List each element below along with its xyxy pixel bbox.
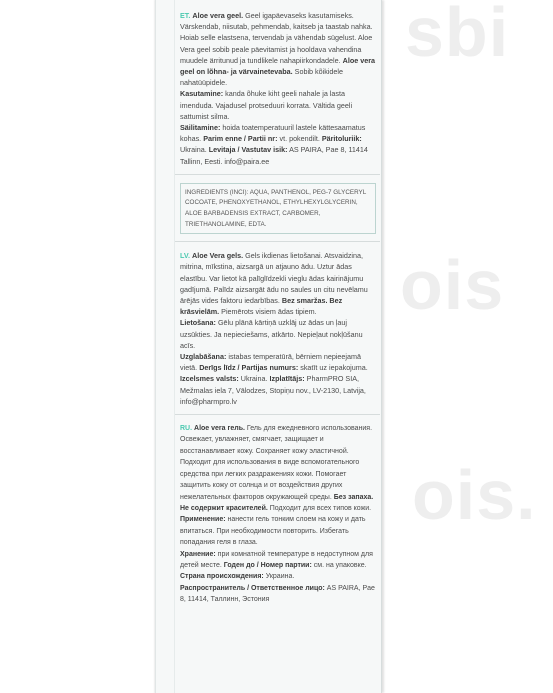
claim-text: Bez smaržas. Bez krāsvielām.: [180, 296, 343, 317]
usage-text: kanda õhuke kiht geeli nahale ja lasta imenduda. Vajadusel protseduuri korrata. Vältida geeli sattumist silma.: [180, 89, 353, 121]
storage-text: hoida toatemperatuuril lastele kättesaamatus kohas.: [180, 123, 366, 144]
origin-label: Izcelsmes valsts:: [180, 374, 239, 384]
origin-text: Ukraina.: [238, 374, 270, 384]
section-et: [180, 10, 376, 167]
language-code-lv: LV.: [180, 251, 190, 261]
section-divider: [175, 414, 380, 415]
description-text: Gels ikdienas lietošanai. Atsvaidzina, mitrina, mīkstina, aizsargā un atjauno ādu. Uztur ādas elastību. Var lietot kā palīglīdzekli vieglu ādas kairinājumu gadījumā. Palīdz aizsargāt ādu no saules un citu nevēlamu ārējās vides faktoru iedarbības.: [180, 251, 368, 306]
ru-storage: [180, 549, 376, 583]
storage-text: istabas temperatūrā, bērniem nepieejamā vietā.: [180, 352, 361, 373]
description-text: Подходит для всех типов кожи.: [267, 504, 372, 512]
background-letter: ois: [400, 246, 505, 324]
section-divider: [175, 241, 380, 242]
language-code-et: ET.: [180, 11, 191, 20]
et-usage: [180, 88, 376, 122]
box-fold-line: [174, 0, 175, 693]
distributor-label: Распространитель / Ответственное лицо:: [180, 584, 325, 592]
storage-label: Uzglabāšana:: [180, 352, 227, 362]
label-text: [180, 10, 376, 606]
ru-usage: [180, 514, 376, 548]
distributor-label: Izplatītājs:: [269, 374, 305, 384]
lv-description: [180, 250, 376, 317]
best-before-label: Derīgs līdz / Partijas numurs:: [199, 363, 299, 373]
ingredients-text: AQUA, PANTHENOL, PEG-7 GLYCERYL COCOATE, PHENOXYETHANOL, ETHYLHEXYLGLYCERIN, ALOE BARBADENSIS EXTRACT, CARBOMER, TRIETHANOLAMINE, EDTA.: [185, 188, 367, 228]
distributor-text: PharmPRO SIA, Mežmalas iela 7, Vālodzes, Stopiņu nov., LV-2130, Latvija, info@pharmpro.lv: [180, 374, 366, 406]
ingredients-label: INGREDIENTS (INCI):: [185, 188, 249, 196]
description-text: Geel igapäevaseks kasutamiseks. Värskendab, niisutab, pehmendab, kaitseb ja taastab nahka. Hoiab selle elastsena, tervendab ja vähendab sügelust. Aloe Vera geel sobib peale päevitamist ja hooldava vahendina muudele ärritunud ja tundlikele nahapiirkondadele.: [180, 11, 373, 65]
ru-distributor: [180, 583, 376, 606]
description-text: Piemērots visiem ādas tipiem.: [219, 307, 317, 317]
claim-text: Без запаха. Не содержит красителей.: [180, 493, 374, 512]
origin-label: Päritoluriik:: [321, 134, 362, 144]
product-name: Aloe vera гель.: [194, 425, 245, 433]
language-code-ru: RU.: [180, 425, 193, 433]
product-name: Aloe vera geel.: [192, 11, 244, 20]
usage-label: Kasutamine:: [180, 89, 224, 99]
ru-description: [180, 423, 376, 514]
claim-text: Aloe vera geel on lõhna- ja värvainetevaba.: [180, 55, 376, 77]
usage-text: нанести гель тонким слоем на кожу и дать впитаться. При необходимости повторить. Избегать попадания геля в глаза.: [180, 516, 366, 547]
distributor-text: AS PAIRA, Pae 8, 11414 Tallinn, Eesti. info@paira.ee: [180, 145, 368, 166]
storage-label: Säilitamine:: [180, 123, 221, 133]
background-letter: ois.: [412, 456, 537, 534]
usage-text: Gēlu plānā kārtiņā uzklāj uz ādas un ļauj uzsūkties. Ja nepieciešams, atkārto. Nepieļaut nokļūšanu acīs.: [180, 318, 363, 350]
usage-label: Lietošana:: [180, 318, 216, 328]
storage-label: Хранение:: [180, 550, 216, 558]
ingredients-box: [180, 183, 376, 234]
description-text: Sobib kõikidele nahatüüpidele.: [180, 67, 344, 88]
distributor-text: AS PAIRA, Pae 8, 11414, Таллинн, Эстония: [180, 584, 375, 604]
lv-storage: [180, 351, 376, 407]
origin-label: Страна происхождения:: [180, 573, 264, 581]
origin-text: Украина.: [263, 573, 295, 581]
section-lv: [180, 250, 376, 407]
best-before-label: Parim enne / Partii nr:: [203, 134, 278, 144]
background-letter: sbi: [405, 0, 510, 71]
product-name: Aloe Vera gels.: [192, 251, 244, 261]
section-divider: [175, 174, 380, 175]
best-before-text: см. на упаковке.: [311, 561, 367, 569]
description-text: Гель для ежедневного использования. Освежает, увлажняет, смягчает, защищает и восстанавливает кожу. Сохраняет кожу эластичной. Подходит для использования в виде вспомогательного средства при легких раздражениях кожи. Помогает защитить кожу от солнца и от воздействия других нежелательных факторов окружающей среды.: [180, 425, 373, 501]
best-before-label: Годен до / Номер партии:: [223, 561, 312, 569]
storage-text: при комнатной температуре в недоступном для детей месте.: [180, 550, 373, 569]
best-before-text: vt. pokendilt.: [277, 134, 322, 144]
box-fold-line: [381, 0, 382, 693]
distributor-label: Levitaja / Vastutav isik:: [208, 145, 288, 155]
et-description: [180, 10, 376, 88]
best-before-text: skatīt uz iepakojuma.: [298, 363, 368, 373]
lv-usage: [180, 317, 376, 351]
section-ru: [180, 423, 376, 606]
et-storage: [180, 122, 376, 167]
usage-label: Применение:: [180, 516, 226, 524]
origin-text: Ukraina.: [180, 145, 209, 155]
